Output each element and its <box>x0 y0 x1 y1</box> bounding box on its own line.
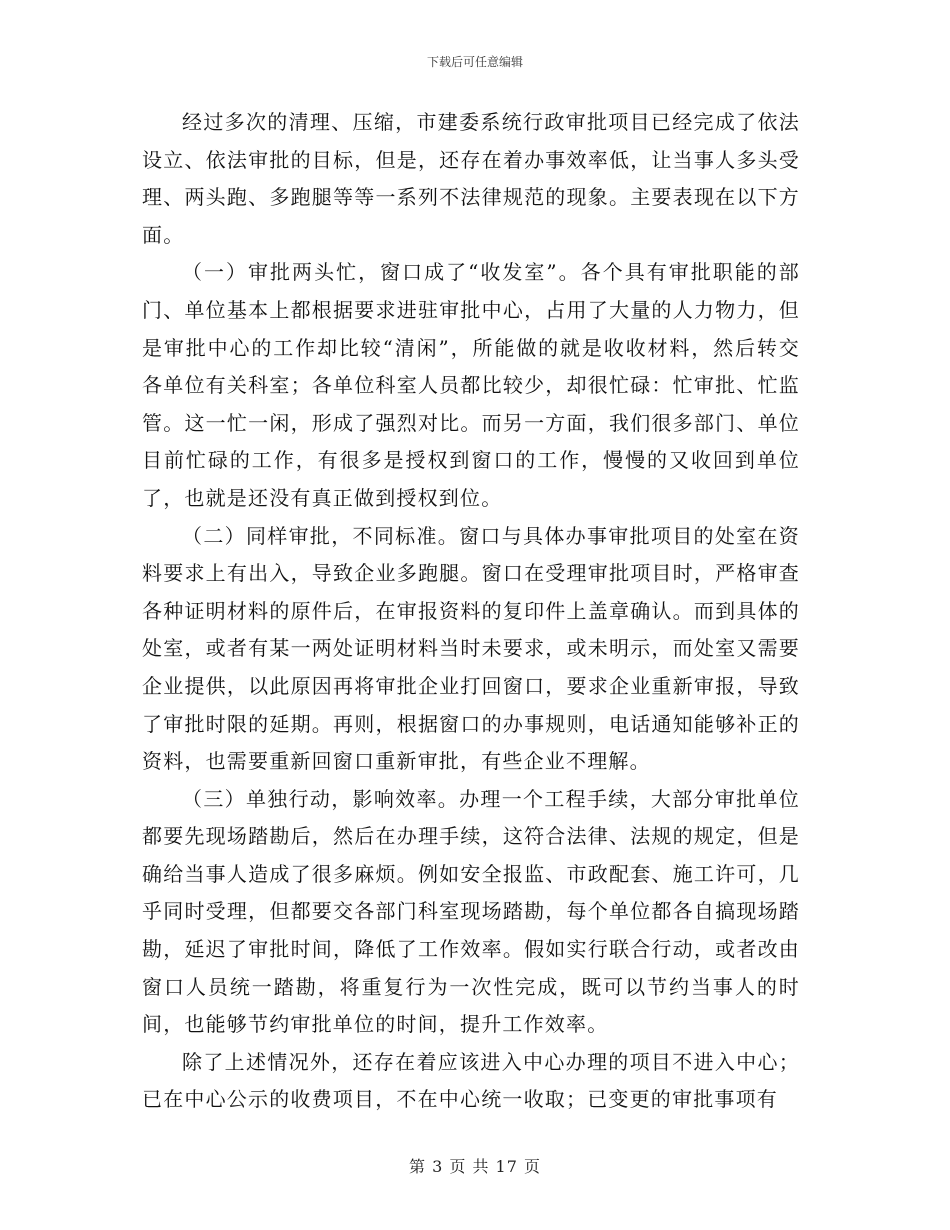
paragraph-continuation: 除了上述情况外，还存在着应该进入中心办理的项目不进入中心；已在中心公示的收费项目，不在中心统一收取；已变更的审批事项有 <box>142 1049 800 1112</box>
document-body <box>142 104 800 1119</box>
paragraph-section-1: （一）审批两头忙，窗口成了“收发室”。各个具有审批职能的部门、单位基本上都根据要求进驻审批中心，占用了大量的人力物力，但是审批中心的工作却比较“清闲”，所能做的就是收收材料，然后转交各单位有关科室；各单位科室人员都比较少，却很忙碌：忙审批、忙监管。这一忙一闲，形成了强烈对比。而另一方面，我们很多部门、单位目前忙碌的工作，有很多是授权到窗口的工作，慢慢的又收回到单位了，也就是还没有真正做到授权到位。 <box>142 260 800 510</box>
paragraph-section-3: （三）单独行动，影响效率。办理一个工程手续，大部分审批单位都要先现场踏勘后，然后在办理手续，这符合法律、法规的规定，但是确给当事人造成了很多麻烦。例如安全报监、市政配套、施工许可，几乎同时受理，但都要交各部门科室现场踏勘，每个单位都各自搞现场踏勘，延迟了审批时间，降低了工作效率。假如实行联合行动，或者改由窗口人员统一踏勘，将重复行为一次性完成，既可以节约当事人的时间，也能够节约审批单位的时间，提升工作效率。 <box>142 786 800 1037</box>
page-header: 下载后可任意编辑 <box>426 55 523 69</box>
paragraph-intro: 经过多次的清理、压缩，市建委系统行政审批项目已经完成了依法设立、依法审批的目标，但是，还存在着办事效率低，让当事人多头受理、两头跑、多跑腿等等一系列不法律规范的现象。主要表现在以下方面。 <box>142 110 800 247</box>
page-number-footer: 第 3 页 共 17 页 <box>409 1157 541 1176</box>
paragraph-section-2: （二）同样审批，不同标准。窗口与具体办事审批项目的处室在资料要求上有出入，导致企业多跑腿。窗口在受理审批项目时，严格审查各种证明材料的原件后，在审报资料的复印件上盖章确认。而到具体的处室，或者有某一两处证明材料当时未要求，或未明示，而处室又需要企业提供，以此原因再将审批企业打回窗口，要求企业重新审报，导致了审批时限的延期。再则，根据窗口的办事规则，电话通知能够补正的资料，也需要重新回窗口重新审批，有些企业不理解。 <box>142 523 800 774</box>
